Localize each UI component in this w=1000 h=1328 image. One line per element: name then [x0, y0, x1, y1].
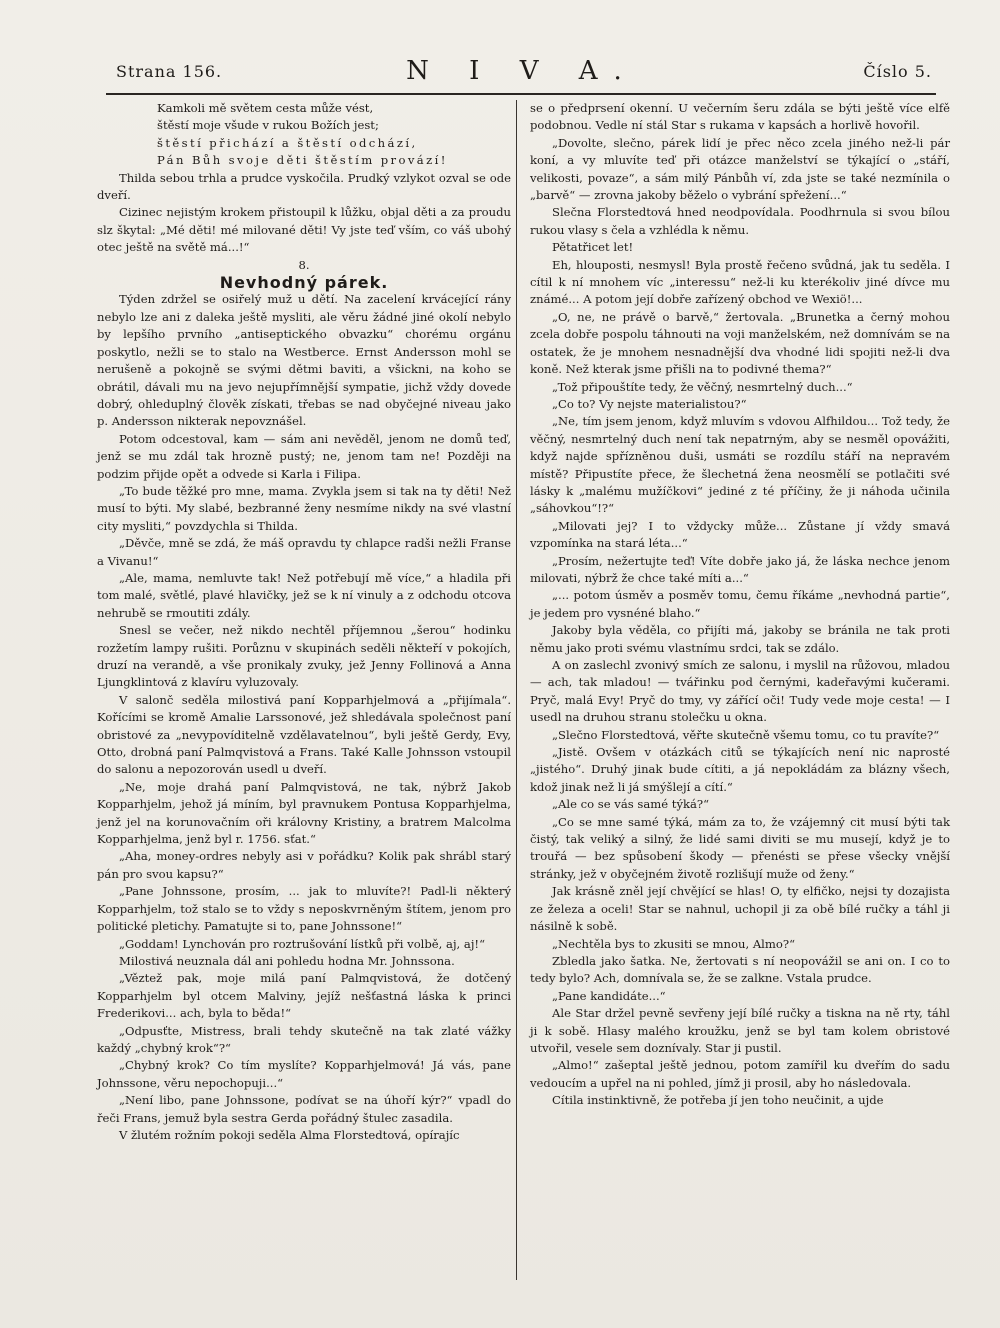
paragraph: „Aha, money-ordres nebyly asi v pořádku? Kolik pak shrábl starý pán pro svou kapsu?“ — [97, 849, 511, 881]
left-column — [97, 100, 511, 1144]
paragraph: V žlutém rožním pokoji seděla Alma Florstedtová, opírajíc — [119, 1127, 460, 1142]
paragraph: „... potom úsměv a posměv tomu, čemu říkáme „nevhodná partie“, je jedem pro vysnéné blaho.“ — [530, 588, 950, 620]
column-divider — [516, 100, 517, 1280]
paragraph: Ale Star držel pevně sevřeny její bílé ručky a tiskna na ně rty, táhl ji k sobě. Hlasy malého kroužku, jenž se byl tam kolem obristové utvořil, vesele sem doznívaly. Star ji pustil. — [530, 1006, 950, 1055]
page-header — [112, 56, 932, 90]
paragraph: „Nechtěla bys to zkusiti se mnou, Almo?“ — [552, 936, 796, 951]
paragraph: „Goddam! Lynchován pro roztrušování lístků při volbě, aj, aj!“ — [119, 936, 486, 951]
section-number: 8. — [298, 257, 310, 272]
paragraph: Jak krásně zněl její chvějící se hlas! O, ty elfičko, nejsi ty dozajista ze železa a oceli! Star se nahnul, uchopil ji za obě bílé ručky a táhl ji násilně k sobě. — [530, 884, 950, 934]
paragraph: „Ne, moje drahá paní Palmqvistová, ne tak, nýbrž Jakob Kopparhjelm, jehož já míním, byl pravnukem Pontusa Kopparhjelma, jenž jel na korunovačním oři královny Kristiny, a bratrem Malcolma Kopparhjelma, jenž byl r. 1756. sťat.“ — [97, 779, 511, 847]
paragraph: „Pane Johnssone, prosím, ... jak to mluvíte?! Padl-li některý Kopparhjelm, tož stalo se to vždy s neposkvrněným štítem, jenom pro politické pletichy. Pamatujte si to, pane Johnssone!“ — [97, 884, 511, 934]
paragraph: Slečna Florstedtová hned neodpovídala. Poodhrnula si svou bílou rukou vlasy s čela a vzhlédla k němu. — [530, 205, 950, 237]
paragraph: „Chybný krok? Co tím myslíte? Kopparhjelmová! Já vás, pane Johnssone, věru nepochopuji...“ — [97, 1058, 511, 1090]
paragraph: Thilda sebou trhla a prudce vyskočila. Prudký vzlykot ozval se ode dveří. — [97, 170, 511, 203]
paragraph: Milostivá neuznala dál ani pohledu hodna Mr. Johnssona. — [119, 953, 455, 968]
page-number: Strana 156. — [116, 62, 223, 81]
paragraph: Potom odcestoval, kam — sám ani nevěděl, jenom ne domů teď, jenž se mu zdál tak hrozně pustý; ne, jenom tam ne! Později na podzim přijde opět a odvede si Karla i Filipa. — [97, 431, 511, 481]
paragraph: „Co se mne samé týká, mám za to, že vzájemný cit musí býti tak čistý, tak veliký a silný, že lidé sami diviti se mu musejí, když je to trouřá — bez spůsobení škody — přenésti se přese všecky vnější stránky, jež v obyčejném životě rozlišují muže od ženy.“ — [530, 814, 950, 881]
paragraph: „Ale co se vás samé týká?“ — [552, 797, 710, 812]
paragraph: Eh, hlouposti, nesmysl! Byla prostě řečeno svůdná, jak tu seděla. I cítil k ní mnohem víc „interessu“ než-li ku kterékoliv jiné dívce mu známé... A potom její dobře zařízený obchod ve Wexiö!... — [530, 257, 950, 307]
paragraph: „Slečno Florstedtová, věřte skutečně všemu tomu, co tu pravíte?“ — [552, 727, 940, 742]
paragraph: „Ne, tím jsem jenom, když mluvím s vdovou Alfhildou... Tož tedy, že věčný, nesmrtelný duch není tak nepatrným, aby se nesměl opovážiti, když najde spřízněnou duši, usmáti se rozdílu stáří na nepravém místě? Připustíte přece, že šlechetná žena neosmělí se potlačiti své lásky k „malému mužíčkovi“ jediné z té příčiny, že ji náhoda učinila „sáhovkou“!?“ — [530, 414, 950, 516]
issue-number: Číslo 5. — [863, 62, 932, 81]
verse-line: Kamkoli mě světem cesta může vést, — [157, 101, 374, 115]
paragraph: „Almo!“ zašeptal ještě jednou, potom zamířil ku dveřím do sadu vedoucím a upřel na ni pohled, jímž ji prosil, aby ho následovala. — [530, 1058, 950, 1090]
paragraph: „O, ne, ne právě o barvě,“ žertovala. „Brunetka a černý mohou zcela dobře pospolu táhnouti na voji manželském, než domnívám se na ostatek, že je mnohem nesnadnější dva vhodné lidi spojiti než-li dva koně. Než kterak jsme přišli na to podivné thema?“ — [530, 309, 950, 377]
paragraph: se o předprsení okenní. U večerním šeru zdála se býti ještě více elfě podobnou. Vedle ní stál Star s rukama v kapsách a horlivě hovořil. — [530, 101, 950, 133]
verse-line: Pán Bůh svoje děti štěstím provází! — [157, 153, 448, 168]
verse-line: štěstí přichází a štěstí odchází, — [157, 135, 418, 150]
paragraph: „Ale, mama, nemluvte tak! Než potřebují mě více,“ a hladila při tom malé, světlé, plavé hlavičky, jež se k ní vinuly a z odchodu otcova nehrubě se rmoutiti zdály. — [97, 570, 511, 620]
paragraph: Cítila instinktivně, že potřeba jí jen toho neučinit, a ujde — [552, 1093, 884, 1108]
paragraph: Snesl se večer, než nikdo nechtěl příjemnou „šerou“ hodinku rozžetím lampy rušiti. Porůznu v skupinách seděli někteří v pokojích, druzí na verandě, a vše pronikaly zvuky, jež Jenny Follinová a Anna Ljungklintová z klavíru vyluzovaly. — [97, 623, 511, 690]
paragraph: „Prosím, nežertujte teď! Víte dobře jako já, že láska nechce jenom milovati, nýbrž že chce také míti a...“ — [530, 553, 950, 585]
paragraph: „Co to? Vy nejste materialistou?“ — [552, 396, 747, 411]
section-title: Nevhodný párek. — [219, 273, 389, 293]
paragraph: „Věztež pak, moje milá paní Palmqvistová, že dotčený Kopparhjelm byl otcem Malviny, jejíž nešťastná láska k princi Frederikovi... ach, byla to běda!“ — [97, 971, 511, 1021]
paragraph: „Děvče, mně se zdá, že máš opravdu ty chlapce radši nežli Franse a Vivanu!“ — [97, 536, 511, 568]
paragraph: „To bude těžké pro mne, mama. Zvykla jsem si tak na ty děti! Než musí to býti. My slabé, bezbranné ženy nesmíme nikdy na své vlastní city mysliti,“ povzdychla si Thilda. — [97, 483, 511, 533]
paragraph: „Jistě. Ovšem v otázkách citů se týkajících není nic naprosté „jistého“. Druhý jinak bude cítiti, a já nepokládám za blázny všech, kdož jinak než li já smýšlejí a cítí.“ — [530, 745, 950, 794]
right-column — [530, 100, 950, 1110]
paragraph: Cizinec nejistým krokem přistoupil k lůžku, objal děti a za proudu slz škytal: „Mé děti! mé milované děti! Vy jste teď vším, co váš ubohý otec ještě na světě má...!“ — [97, 205, 511, 255]
paragraph: Týden zdržel se osiřelý muž u dětí. Na zacelení krvácející rány nebylo lze ani z daleka ještě mysliti, ale věru žádné jiné okolí nebylo by lepšího prvního „antiseptického obvazku“ chorému orgánu poskytlo, nežli se to stalo na Westberce. Ernst Andersson mohl se nerušeně a pokojně se svými dětmi baviti, a všickni, na koho se obrátil, dávali mu na jevo nejupřímnější sympatie, jichž vždy dovede dobrý, ohleduplný člověk získati, třebas se nad obyčejné niveau jako p. Andersson nikterak nepovznášel. — [97, 292, 511, 429]
paragraph: „Není libo, pane Johnssone, podívat se na úhoří kýr?“ vpadl do řeči Frans, jemuž byla sestra Gerda pořádný štulec zasadila. — [97, 1093, 511, 1125]
paragraph: „Dovolte, slečno, párek lidí je přec něco zcela jiného než-li pár koní, a vy mluvíte teď při otázce manželství se týkající o „stáří, velikosti, povaze“, a sám milý Pánbůh ví, zda jste se také nezmínila o „barvě“ — zrovna jakoby běželo o vybrání spřežení...“ — [530, 135, 950, 203]
paragraph: Pětatřicet let! — [552, 240, 634, 255]
magazine-title: N I V A. — [406, 56, 638, 86]
paragraph: Jakoby byla věděla, co přijíti má, jakoby se bránila ne tak proti němu jako proti svému vlastnímu srdci, tak se zdálo. — [530, 623, 950, 655]
paragraph: Zbledla jako šatka. Ne, žertovati s ní neopovážil se ani on. I co to tedy bylo? Ach, domnívala se, že se zalkne. Vstala prudce. — [530, 953, 950, 986]
paragraph: „Pane kandidáte...“ — [552, 988, 666, 1003]
verse-line: štěstí moje všude v rukou Božích jest; — [157, 118, 379, 133]
paragraph: A on zaslechl zvonivý smích ze salonu, i myslil na růžovou, mladou — ach, tak mladou! — tvářinku pod černými, kadeřavými kučerami. Pryč, malá Evy! Pryč do tmy, vy zářící oči! Tudy vede moje cesta! — I usedl na druhou stranu stolečku u okna. — [530, 658, 950, 725]
paragraph: „Odpusťte, Mistress, brali tehdy skutečně na tak zlaté vážky každý „chybný krok“?“ — [97, 1023, 511, 1055]
header-rule — [106, 93, 936, 95]
paragraph: „Tož připouštíte tedy, že věčný, nesmrtelný duch...“ — [552, 379, 853, 394]
paragraph: „Milovati jej? I to vždycky může... Zůstane jí vždy smavá vzpomínka na stará léta...“ — [530, 518, 950, 551]
paragraph: V salonč seděla milostivá paní Kopparhjelmová a „přijímala“. Kořícími se kromě Amalie Larssonové, jež shledávala společnost paní obristové za „nevypovíditelně vzdělavatelnou“, byli ještě Gerdy, Evy, Otto, drobná paní Palmqvistová a Frans. Také Kalle Johnsson vstoupil do salonu a nepozorován usedl u dveří. — [97, 692, 511, 777]
